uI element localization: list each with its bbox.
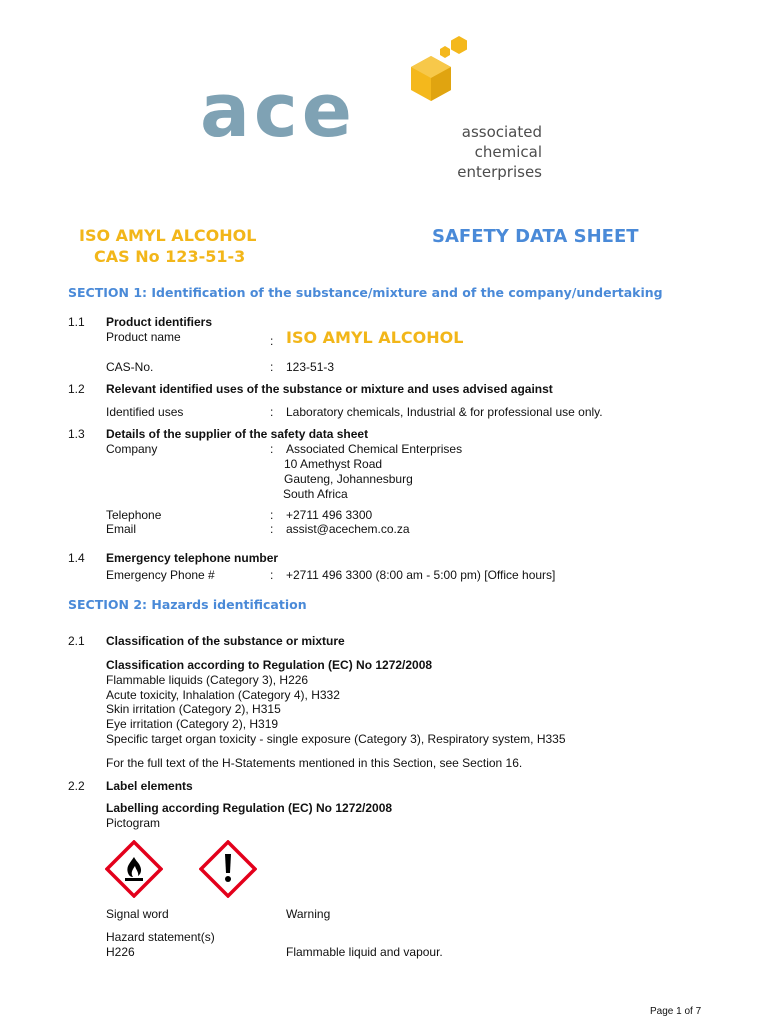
- company-logo: [200, 30, 550, 190]
- s22-number: 2.2: [68, 779, 85, 793]
- classification-item: Skin irritation (Category 2), H315: [106, 702, 281, 716]
- cas-value: 123-51-3: [286, 360, 335, 374]
- emergency-phone-label: Emergency Phone #: [106, 568, 215, 582]
- s14-number: 1.4: [68, 551, 85, 565]
- hazard-statements-label: Hazard statement(s): [106, 930, 215, 944]
- s22-title: Label elements: [106, 779, 193, 793]
- product-name-value: ISO AMYL ALCOHOL: [286, 328, 464, 347]
- product-title: ISO AMYL ALCOHOL: [79, 226, 257, 245]
- signal-word-value: Warning: [286, 907, 331, 921]
- s21-title: Classification of the substance or mixture: [106, 634, 345, 648]
- identified-uses-value: Laboratory chemicals, Industrial & for professional use only.: [286, 405, 603, 419]
- company-address-city: Gauteng, Johannesburg: [284, 472, 413, 486]
- emergency-phone-value: +2711 496 3300 (8:00 am - 5:00 pm) [Office hours]: [286, 568, 556, 582]
- s12-number: 1.2: [68, 382, 85, 396]
- company-address-country: South Africa: [283, 487, 348, 501]
- colon: :: [270, 568, 274, 582]
- colon: :: [270, 405, 274, 419]
- s11-number: 1.1: [68, 315, 85, 329]
- s21-number: 2.1: [68, 634, 85, 648]
- document-title: SAFETY DATA SHEET: [432, 226, 639, 247]
- labelling-regulation-title: Labelling according Regulation (EC) No 1272/2008: [106, 801, 393, 815]
- telephone-value: +2711 496 3300: [286, 508, 373, 522]
- hexagon-icon: [405, 34, 475, 114]
- section2-heading: SECTION 2: Hazards identification: [68, 597, 307, 612]
- pictogram-label: Pictogram: [106, 816, 161, 830]
- logo-line-enterprises: enterprises: [457, 163, 542, 181]
- logo-tagline: [382, 122, 542, 182]
- logo-line-chemical: chemical: [474, 143, 542, 161]
- h-statements-note: For the full text of the H-Statements mentioned in this Section, see Section 16.: [106, 756, 523, 770]
- email-label: Email: [106, 522, 137, 536]
- s13-title: Details of the supplier of the safety data sheet: [106, 427, 369, 441]
- classification-item: Specific target organ toxicity - single exposure (Category 3), Respiratory system, H335: [106, 732, 566, 746]
- classification-item: Flammable liquids (Category 3), H226: [106, 673, 309, 687]
- s13-number: 1.3: [68, 427, 85, 441]
- colon: :: [270, 360, 274, 374]
- company-name: Associated Chemical Enterprises: [286, 442, 463, 456]
- page-number: Page 1 of 7: [650, 1006, 702, 1017]
- colon: :: [270, 334, 274, 348]
- s11-title: Product identifiers: [106, 315, 213, 329]
- s14-title: Emergency telephone number: [106, 551, 279, 565]
- hazard-text: Flammable liquid and vapour.: [286, 945, 443, 959]
- classification-regulation-title: Classification according to Regulation (EC) No 1272/2008: [106, 658, 433, 672]
- product-name-label: Product name: [106, 330, 181, 344]
- signal-word-label: Signal word: [106, 907, 169, 921]
- company-address-street: 10 Amethyst Road: [284, 457, 383, 471]
- cas-title: CAS No 123-51-3: [94, 247, 246, 266]
- classification-item: Eye irritation (Category 2), H319: [106, 717, 279, 731]
- company-label: Company: [106, 442, 158, 456]
- exclamation-pictogram-icon: [199, 840, 257, 898]
- identified-uses-label: Identified uses: [106, 405, 184, 419]
- cas-label: CAS-No.: [106, 360, 154, 374]
- section1-heading: SECTION 1: Identification of the substance/mixture and of the company/undertaking: [68, 285, 663, 300]
- colon: :: [270, 522, 274, 536]
- telephone-label: Telephone: [106, 508, 162, 522]
- colon: :: [270, 442, 274, 456]
- hazard-code: H226: [106, 945, 135, 959]
- s12-title: Relevant identified uses of the substance or mixture and uses advised against: [106, 382, 553, 396]
- email-value: assist@acechem.co.za: [286, 522, 410, 536]
- logo-wordmark-text: ace: [200, 82, 356, 152]
- flame-pictogram-icon: [105, 840, 163, 898]
- logo-line-associated: associated: [461, 123, 542, 141]
- colon: :: [270, 508, 274, 522]
- classification-item: Acute toxicity, Inhalation (Category 4), H332: [106, 688, 340, 702]
